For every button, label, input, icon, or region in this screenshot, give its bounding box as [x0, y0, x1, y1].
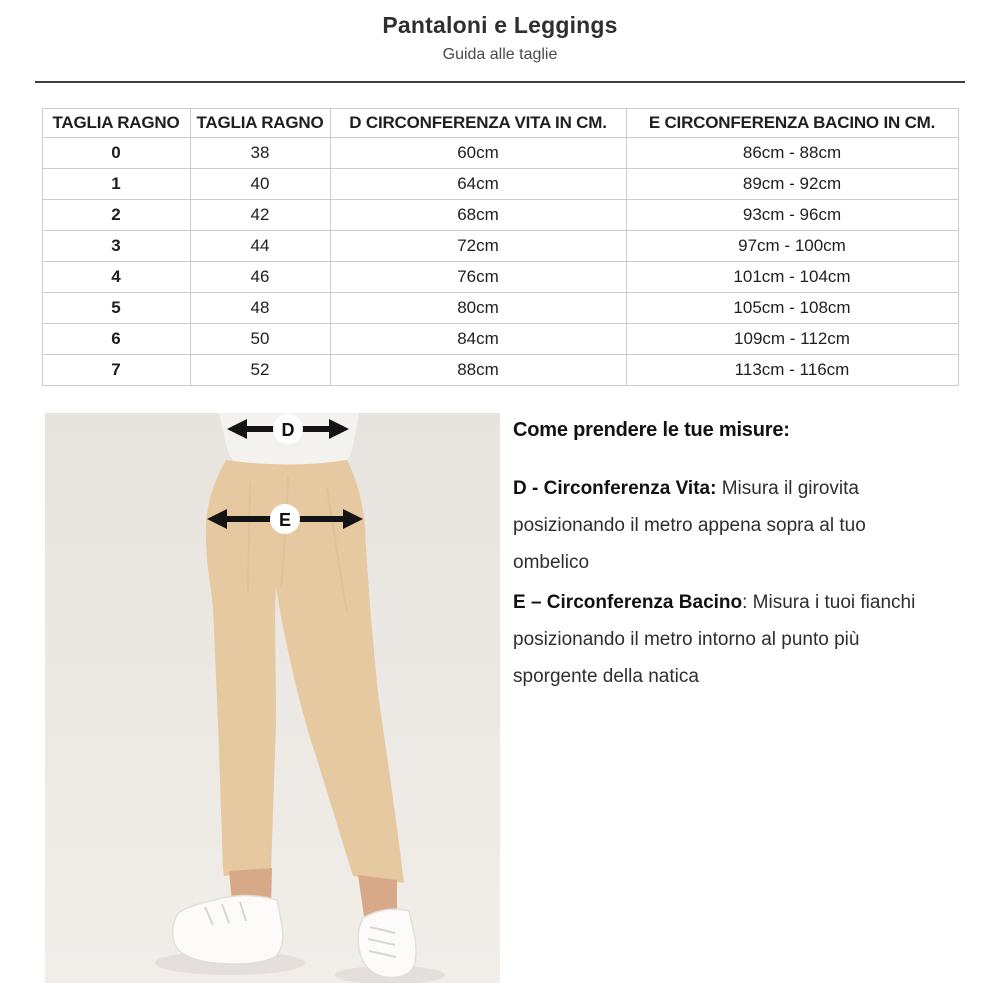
size-table-cell: 52 — [190, 355, 330, 386]
size-table-cell: 50 — [190, 324, 330, 355]
size-table-cell: 3 — [42, 231, 190, 262]
column-header-taglia-ragno-2: TAGLIA RAGNO — [190, 109, 330, 138]
hip-instruction-label: E – Circonferenza Bacino — [513, 592, 743, 613]
size-table-cell: 4 — [42, 262, 190, 293]
column-header-bacino: E CIRCONFERENZA BACINO IN CM. — [626, 109, 958, 138]
size-table-header-row — [42, 109, 958, 138]
size-table-cell: 42 — [190, 200, 330, 231]
size-table — [42, 108, 959, 386]
size-table-cell: 6 — [42, 324, 190, 355]
size-table-row — [42, 355, 958, 386]
instructions-heading: Come prendere le tue misure: — [513, 419, 790, 441]
bottom-section — [45, 413, 960, 983]
size-table-cell: 93cm - 96cm — [626, 200, 958, 231]
size-table-cell: 88cm — [330, 355, 626, 386]
size-table-body — [42, 138, 958, 386]
size-table-row — [42, 138, 958, 169]
page-subtitle: Guida alle taglie — [442, 46, 558, 63]
size-table-cell: 40 — [190, 169, 330, 200]
size-table-row — [42, 324, 958, 355]
size-table-cell: 0 — [42, 138, 190, 169]
waist-instruction-label: D - Circonferenza Vita: — [513, 478, 717, 499]
page-title: Pantaloni e Leggings — [382, 12, 618, 38]
size-table-row — [42, 200, 958, 231]
size-table-cell: 76cm — [330, 262, 626, 293]
size-table-cell: 5 — [42, 293, 190, 324]
page-header — [0, 0, 1000, 64]
size-table-cell: 113cm - 116cm — [626, 355, 958, 386]
size-table-row — [42, 262, 958, 293]
size-table-cell: 97cm - 100cm — [626, 231, 958, 262]
size-table-cell: 1 — [42, 169, 190, 200]
size-table-row — [42, 231, 958, 262]
pants-figure-illustration — [45, 413, 500, 983]
column-header-taglia-ragno-1: TAGLIA RAGNO — [42, 109, 190, 138]
size-table-cell: 109cm - 112cm — [626, 324, 958, 355]
size-table-cell: 60cm — [330, 138, 626, 169]
size-table-cell: 86cm - 88cm — [626, 138, 958, 169]
hip-instruction-text: : Misura i tuoi fianchi posizionando il metro intorno al punto più sporgente della natica — [513, 592, 916, 687]
size-table-cell: 2 — [42, 200, 190, 231]
size-table-cell: 68cm — [330, 200, 626, 231]
size-table-cell: 46 — [190, 262, 330, 293]
size-table-cell: 38 — [190, 138, 330, 169]
waist-label: D — [281, 420, 295, 440]
header-divider — [35, 81, 965, 83]
size-table-row — [42, 169, 958, 200]
size-table-row — [42, 293, 958, 324]
size-table-cell: 48 — [190, 293, 330, 324]
size-table-cell: 80cm — [330, 293, 626, 324]
waist-instruction-text: Misura il girovita posizionando il metro appena sopra al tuo ombelico — [513, 478, 866, 573]
size-table-cell: 7 — [42, 355, 190, 386]
size-table-cell: 64cm — [330, 169, 626, 200]
size-table-cell: 101cm - 104cm — [626, 262, 958, 293]
measurement-instructions — [500, 413, 938, 983]
column-header-vita: D CIRCONFERENZA VITA IN CM. — [330, 109, 626, 138]
size-table-cell: 44 — [190, 231, 330, 262]
hip-instruction — [513, 584, 938, 695]
size-table-cell: 105cm - 108cm — [626, 293, 958, 324]
hip-label: E — [278, 510, 292, 530]
size-table-cell: 72cm — [330, 231, 626, 262]
size-table-cell: 89cm - 92cm — [626, 169, 958, 200]
measurement-photo — [45, 413, 500, 983]
waist-instruction — [513, 470, 938, 581]
size-table-cell: 84cm — [330, 324, 626, 355]
